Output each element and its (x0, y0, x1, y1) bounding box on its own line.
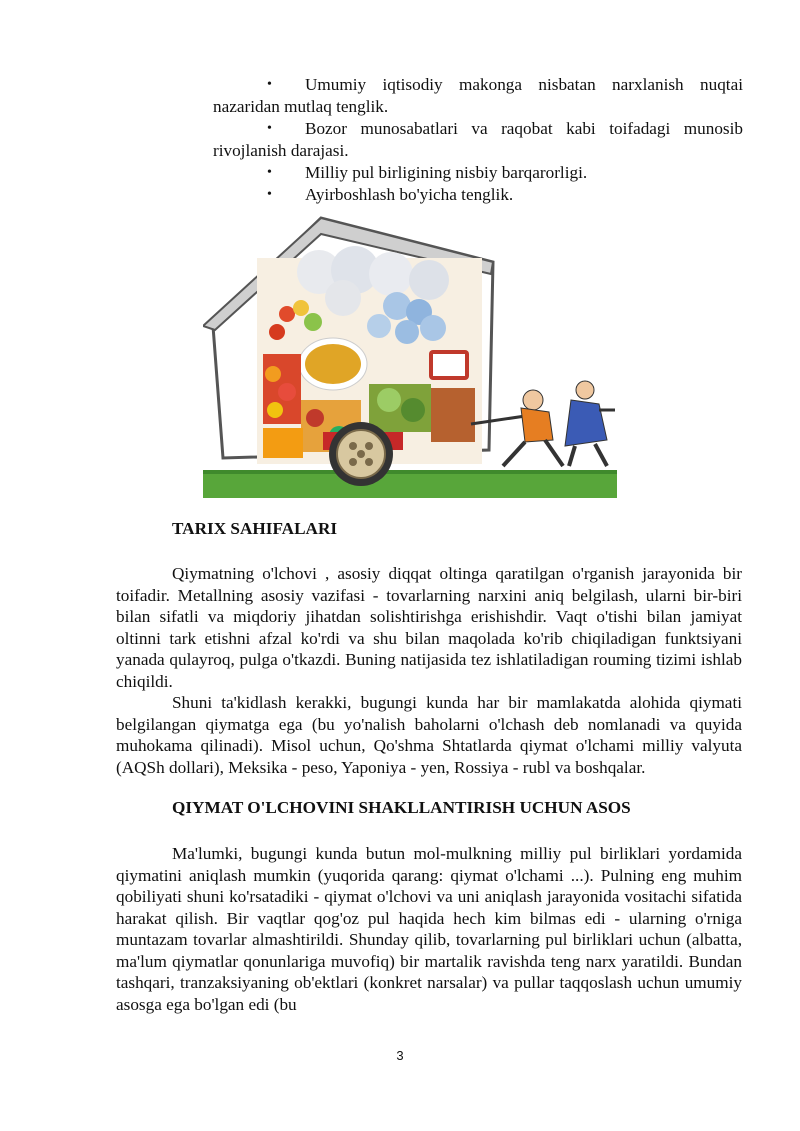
list-item (213, 74, 743, 118)
ground-shape (203, 470, 617, 498)
section-heading: TARIX SAHIFALARI (172, 519, 338, 538)
section-body (116, 563, 742, 778)
bullet-text: Milliy pul birligining nisbiy barqarorligi. (305, 163, 588, 182)
house-of-goods-illustration (203, 214, 617, 498)
bullet-text: Umumiy iqtisodiy makonga nisbatan narxlanish nuqtai nazaridan mutlaq tenglik. (213, 75, 743, 116)
list-item (213, 118, 743, 162)
section-heading: QIYMAT O'LCHOVINI SHAKLLANTIRISH UCHUN ASOS (172, 798, 631, 817)
bullet-marker: • (267, 121, 272, 136)
bullet-list (213, 74, 743, 206)
people-pulling-icon (471, 381, 615, 466)
paragraph: Shuni ta'kidlash kerakki, bugungi kunda har bir mamlakatda alohida qiymati belgilangan qiymatga ega (bu yo'nalish baholarni o'lchash deb nomlanadi va quyida muhokama qilinadi). Misol uchun, Qo'shma Shtatlarda qiymat o'lchami milliy valyuta (AQSh dollari), Meksika - peso, Yaponiya - yen, Rossiya - rubl va boshqalar. (116, 693, 742, 777)
bullet-text: Ayirboshlash bo'yicha tenglik. (305, 185, 514, 204)
section-body (116, 843, 742, 1015)
list-item (213, 162, 743, 184)
bullet-text: Bozor munosabatlari va raqobat kabi toifadagi munosib rivojlanish darajasi. (213, 119, 743, 160)
list-item (213, 184, 743, 206)
paragraph: Ma'lumki, bugungi kunda butun mol-mulkning milliy pul birliklari yordamida qiymatini aniqlash mumkin (yuqorida qarang: qiymat o'lchami ...). Pulning eng muhim qobiliyati shuni ko'rsatadiki - qiymat o'lchovi va uni aniqlash jarayonida vositachi sifatida harakat qilish. Bir vaqtlar qog'oz pul haqida hech kim bilmas edi - ularning o'rniga muntazam tovarlar almashtirildi. Shunday qilib, tovarlarning pul birliklari uchun (albatta, ma'lum qiymatlar qonunlariga muvofiq) bir martalik ravishda teng narx yaratildi. Bundan tashqari, tranzaksiyaning ob'ektlari (konkret narsalar) va pullar taqqoslash uchun umumiy asosga ega bo'lgan edi (bu (116, 844, 742, 1014)
page-number: 3 (396, 1048, 404, 1063)
paragraph: Qiymatning o'lchovi , asosiy diqqat oltinga qaratilgan o'rganish jarayonida bir toifadir. Metallning asosiy vazifasi - tovarlarning narxini aniq belgilash, ularni bir-biri bilan sifatli va miqdoriy jihatdan solishtirishga erishishdir. Vaqt o'tishi bilan jamiyat oltinni tark etishni afzal ko'rdi va shu bilan maqolada ko'rib chiqiladigan funktsiyani yanada qulayroq, pulga o'tkazdi. Buning natijasida tez ishlatiladigan rouming tizimi ishlab chiqildi. (116, 564, 742, 691)
bullet-marker: • (267, 187, 272, 202)
bullet-marker: • (267, 77, 272, 92)
bullet-marker: • (267, 165, 272, 180)
